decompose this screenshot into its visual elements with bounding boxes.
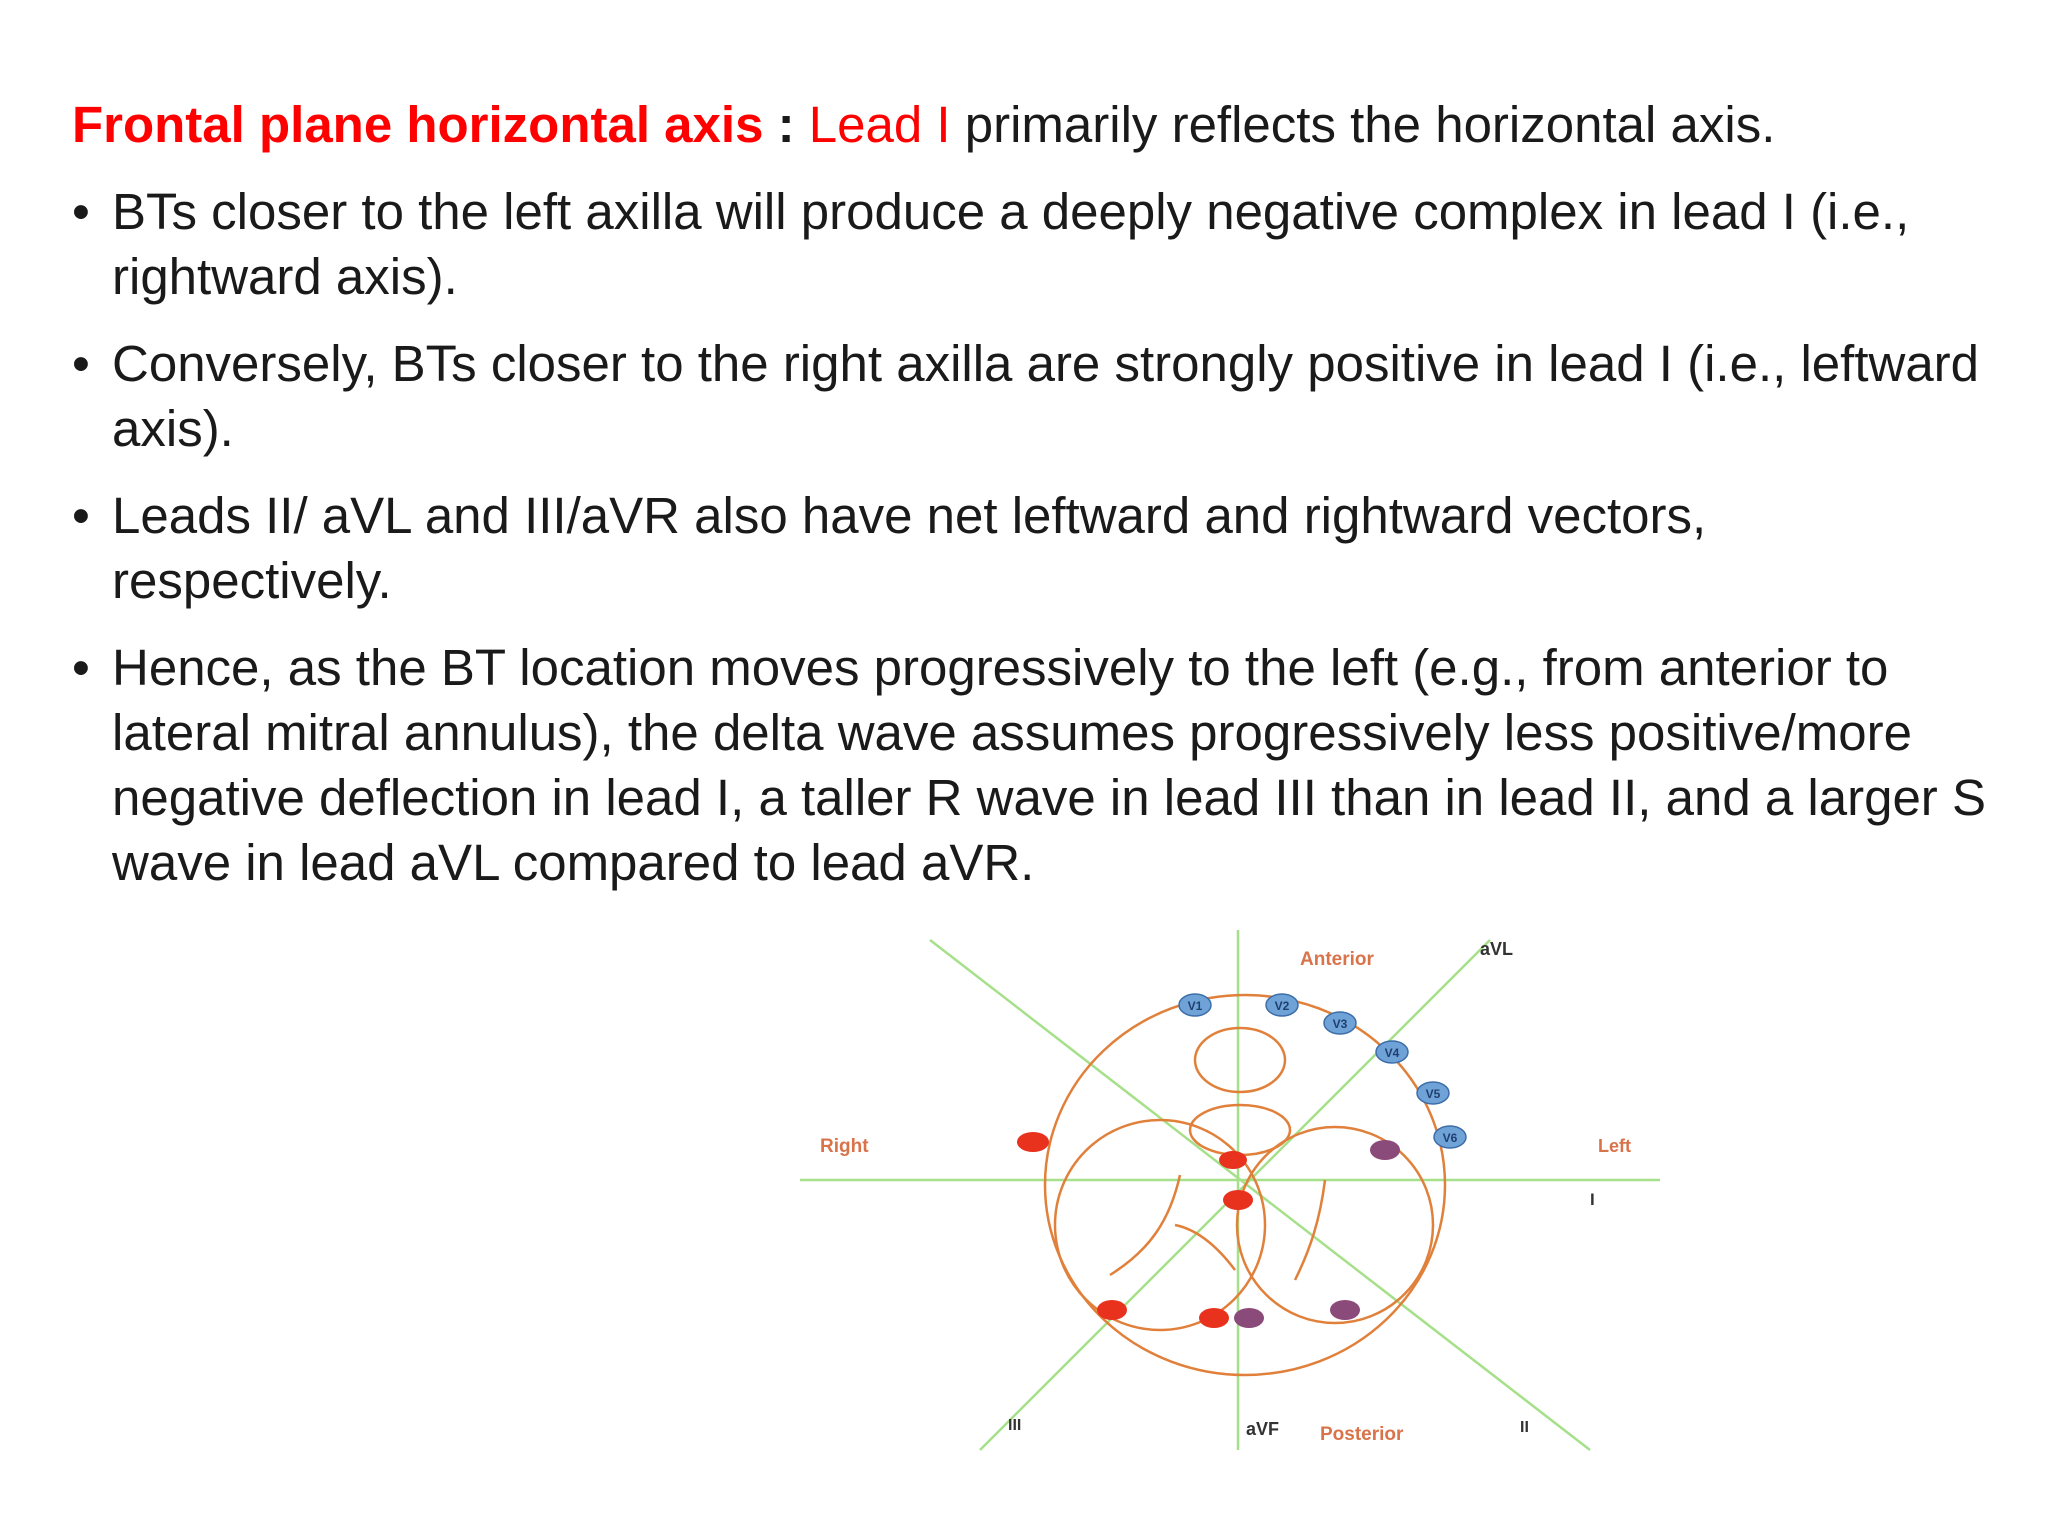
pathway-red-right-anterior	[1017, 1132, 1049, 1152]
bullet-item: • Hence, as the BT location moves progressively to the left (e.g., from anterior to lateral mitral annulus), the delta wave assumes progressively less positive/more negative deflection in lead I, a taller R wave in lead III than in lead II, and a larger S wave in lead aVL compared to lead aVR.	[72, 635, 1992, 895]
headline-separator: :	[763, 96, 809, 153]
label-avl: aVL	[1480, 939, 1514, 959]
pathway-red-posteroseptal	[1199, 1308, 1229, 1328]
label-right: Right	[820, 1136, 869, 1157]
electrode-v3	[1324, 1012, 1356, 1034]
electrode-v1-label: V1	[1187, 999, 1203, 1013]
bullet-item: • BTs closer to the left axilla will produce a deeply negative complex in lead I (i.e., rightward axis).	[72, 179, 1992, 309]
diagram-labels	[820, 939, 1631, 1445]
electrode-v4	[1376, 1041, 1408, 1063]
bullet-item: • Leads II/ aVL and III/aVR also have net leftward and rightward vectors, respectively.	[72, 483, 1992, 613]
electrode-v5	[1417, 1082, 1449, 1104]
mitral-annulus	[1237, 1127, 1433, 1323]
headline-title: Frontal plane horizontal axis	[72, 96, 764, 153]
aortic-valve	[1195, 1028, 1285, 1092]
electrode-v2-label: V2	[1274, 999, 1290, 1013]
electrode-v4-label: V4	[1384, 1046, 1400, 1060]
axis-lines	[800, 930, 1660, 1450]
electrode-v5-label: V5	[1425, 1087, 1441, 1101]
precordial-electrodes	[1179, 994, 1466, 1148]
electrode-v2	[1266, 994, 1298, 1016]
pathway-purple-posteroseptal-left	[1234, 1308, 1264, 1328]
label-posterior: Posterior	[1320, 1424, 1404, 1445]
pathway-red-right-posterior	[1097, 1300, 1127, 1320]
electrode-v6	[1434, 1126, 1466, 1148]
label-left: Left	[1598, 1136, 1631, 1156]
pathway-purple-left-lateral	[1370, 1140, 1400, 1160]
headline-lead: Lead I	[808, 96, 951, 153]
bypass-tract-diagram	[790, 920, 1670, 1460]
label-avf: aVF	[1246, 1419, 1280, 1439]
headline	[72, 92, 1992, 157]
label-lead-iii: III	[1008, 1417, 1022, 1434]
pathway-red-midseptal	[1223, 1190, 1253, 1210]
bullet-list	[72, 179, 1992, 895]
label-lead-i: I	[1590, 1190, 1595, 1209]
electrode-v1	[1179, 994, 1211, 1016]
mitral-leaflet-line	[1295, 1180, 1325, 1280]
pathway-purple-left-posterior	[1330, 1300, 1360, 1320]
electrode-v6-label: V6	[1442, 1131, 1458, 1145]
headline-rest: primarily reflects the horizontal axis.	[950, 96, 1776, 153]
bullet-item: • Conversely, BTs closer to the right axilla are strongly positive in lead I (i.e., leftward axis).	[72, 331, 1992, 461]
electrode-v3-label: V3	[1332, 1017, 1348, 1031]
label-lead-ii: II	[1520, 1419, 1529, 1436]
label-anterior: Anterior	[1300, 949, 1374, 970]
slide-text	[72, 92, 1992, 917]
pathway-locations	[1017, 1132, 1400, 1328]
pathway-red-superior-septal	[1219, 1151, 1247, 1169]
tricuspid-leaflet-line	[1110, 1175, 1235, 1275]
